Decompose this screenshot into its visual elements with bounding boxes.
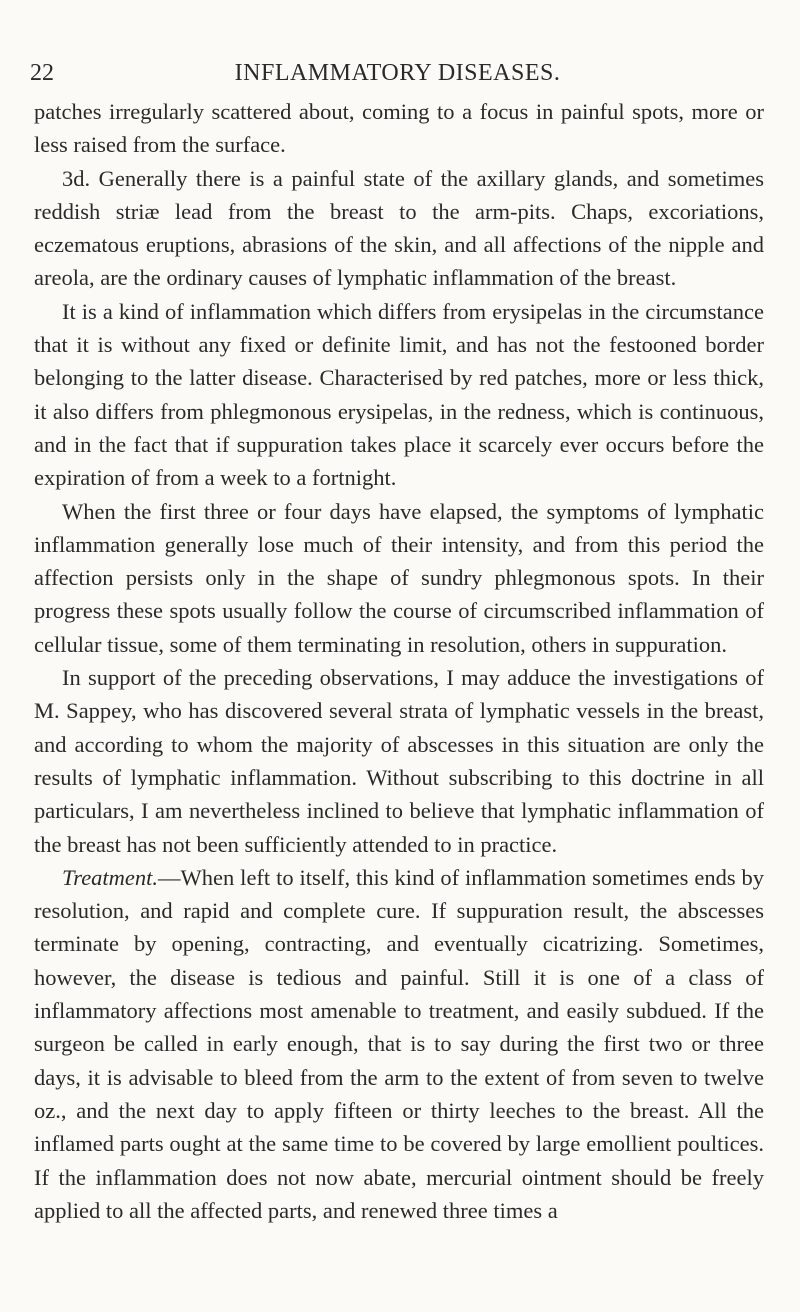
paragraph-axillary-glands: 3d. Generally there is a painful state of the axillary glands, and sometimes reddish striæ lead from the breast to the arm-pits. Chaps, excoriations, eczematous eruptions, abrasions of the skin, and all affections of the nipple and areola, are the ordinary causes of lymphatic inflammation of the breast.	[34, 165, 764, 291]
paragraph-erysipelas-comparison: It is a kind of inflammation which differs from erysipelas in the circumstance that it is without any fixed or definite limit, and has not the festooned border belonging to the latter disease. Characterised by red patches, more or less thick, it also differs from phlegmonous erysipelas, in the redness, which is continuous, and in the fact that if suppuration takes place it scarcely ever occurs before the expiration of from a week to a fortnight.	[34, 298, 764, 491]
treatment-heading: Treatment.	[62, 864, 159, 890]
paragraph-continuation: patches irregularly scattered about, coming to a focus in painful spots, more or less raised from the surface.	[34, 99, 764, 158]
paragraph-sappey-investigations: In support of the preceding observations, I may adduce the investigations of M. Sappey, who has discovered several strata of lymphatic vessels in the breast, and according to whom the majority of abscesses in this situation are only the results of lymphatic inflammation. Without subscribing to this doctrine in all particulars, I am nevertheless inclined to believe that lymphatic inflammation of the breast has not been sufficiently attended to in practice.	[34, 665, 764, 857]
page-number: 22	[30, 60, 54, 86]
running-title: INFLAMMATORY DISEASES.	[234, 60, 561, 86]
body-text	[34, 95, 764, 1227]
paragraph-symptom-course: When the first three or four days have elapsed, the symptoms of lymphatic inflammation generally lose much of their intensity, and from this period the affection persists only in the shape of sundry phlegmonous spots. In their progress these spots usually follow the course of circumscribed inflammation of cellular tissue, some of them terminating in resolution, others in suppuration.	[34, 498, 764, 657]
page-header	[30, 60, 765, 86]
paragraph-treatment	[34, 861, 764, 1227]
treatment-text: —When left to itself, this kind of inflammation sometimes ends by resolution, and rapid and complete cure. If suppuration result, the abscesses terminate by opening, contracting, and eventually cicatrizing. Sometimes, however, the disease is tedious and painful. Still it is one of a class of inflammatory affections most amenable to treatment, and easily subdued. If the surgeon be called in early enough, that is to say during the first two or three days, it is advisable to bleed from the arm to the extent of from seven to twelve oz., and the next day to apply fifteen or thirty leeches to the breast. All the inflamed parts ought at the same time to be covered by large emollient poultices. If the inflammation does not now abate, mercurial ointment should be freely applied to all the affected parts, and renewed three times a	[34, 864, 764, 1223]
